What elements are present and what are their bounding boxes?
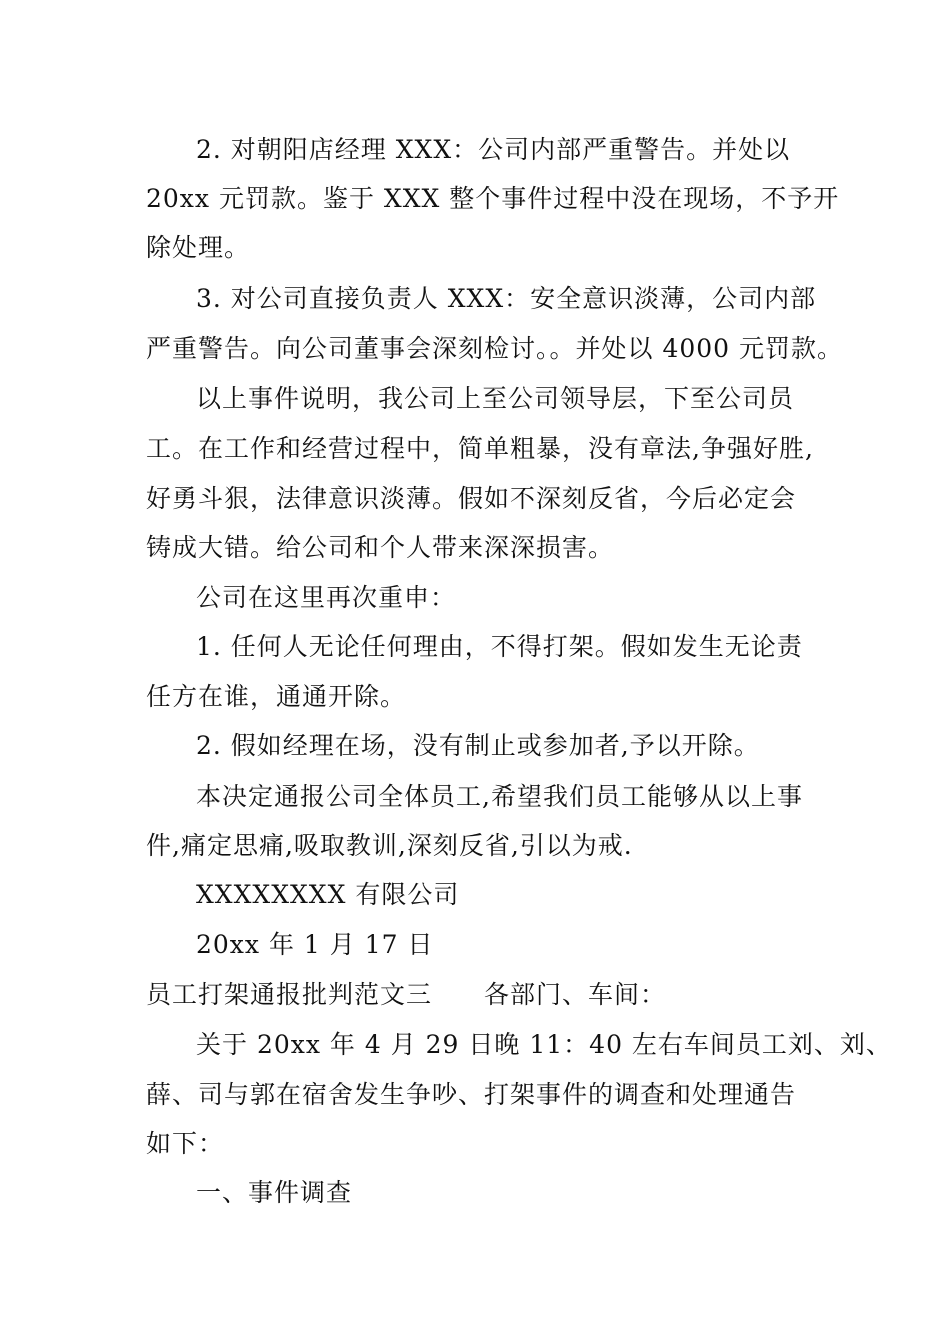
- paragraph-line: 关于 20xx 年 4 月 29 日晚 11：40 左右车间员工刘、刘、: [196, 1030, 892, 1059]
- paragraph-line: 2. 对朝阳店经理 XXX：公司内部严重警告。并处以: [196, 135, 791, 164]
- paragraph-line: 20xx 元罚款。鉴于 XXX 整个事件过程中没在现场，不予开: [146, 184, 840, 213]
- paragraph-line: 工。在工作和经营过程中，简单粗暴，没有章法,争强好胜,: [146, 434, 814, 463]
- paragraph-line: 任方在谁，通通开除。: [146, 682, 407, 711]
- paragraph-line: 1. 任何人无论任何理由，不得打架。假如发生无论责: [196, 632, 803, 661]
- paragraph-line: 如下：: [146, 1129, 225, 1158]
- paragraph-line: 以上事件说明，我公司上至公司领导层，下至公司员: [196, 384, 795, 413]
- paragraph-line: 3. 对公司直接负责人 XXX：安全意识淡薄，公司内部: [196, 284, 817, 313]
- paragraph-line: 除处理。: [146, 233, 251, 262]
- signature-company: XXXXXXXX 有限公司: [196, 880, 460, 909]
- paragraph-line: 铸成大错。给公司和个人带来深深损害。: [146, 533, 615, 562]
- section-title: 员工打架通报批判范文三 各部门、车间：: [146, 980, 667, 1009]
- paragraph-line: 本决定通报公司全体员工,希望我们员工能够从以上事: [196, 782, 803, 811]
- paragraph-line: 公司在这里再次重申：: [196, 583, 457, 612]
- paragraph-line: 严重警告。向公司董事会深刻检讨。。并处以 4000 元罚款。: [146, 334, 844, 363]
- paragraph-line: 件,痛定思痛,吸取教训,深刻反省,引以为戒.: [146, 831, 633, 860]
- paragraph-line: 好勇斗狠，法律意识淡薄。假如不深刻反省，今后必定会: [146, 484, 797, 513]
- section-heading: 一、事件调查: [196, 1178, 353, 1207]
- paragraph-line: 薛、司与郭在宿舍发生争吵、打架事件的调查和处理通告: [146, 1080, 797, 1109]
- signature-date: 20xx 年 1 月 17 日: [196, 930, 434, 959]
- paragraph-line: 2. 假如经理在场，没有制止或参加者,予以开除。: [196, 731, 760, 760]
